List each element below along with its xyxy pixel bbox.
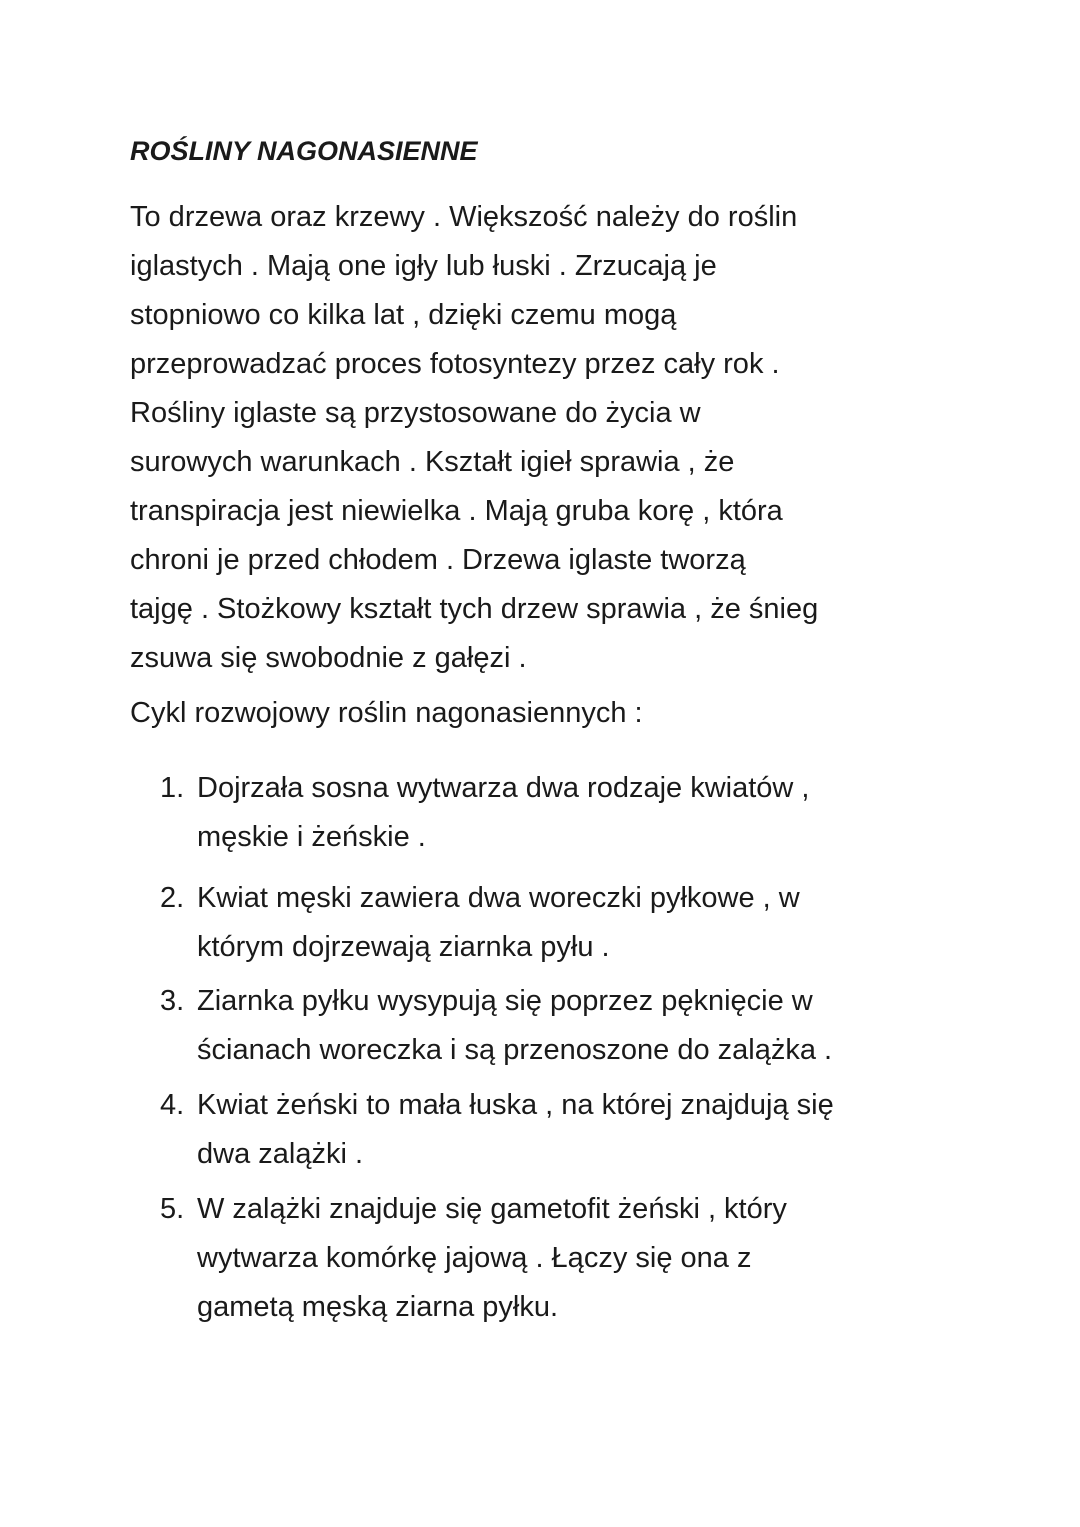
list-number: 4. — [160, 1089, 185, 1121]
list-line: W zalążki znajduje się gametofit żeński , który — [197, 1193, 787, 1225]
list-line: Dojrzała sosna wytwarza dwa rodzaje kwiatów , — [197, 772, 810, 804]
paragraph-line: zsuwa się swobodnie z gałęzi . — [130, 642, 527, 674]
list-number: 1. — [160, 772, 185, 804]
intro-paragraph — [130, 193, 818, 683]
list-number: 3. — [160, 985, 185, 1017]
list-item — [160, 1185, 787, 1332]
paragraph-line: transpiracja jest niewielka . Mają gruba korę , która — [130, 495, 783, 527]
list-line: ścianach woreczka i są przenoszone do zalążka . — [197, 1034, 833, 1066]
list-line: gametą męską ziarna pyłku. — [197, 1291, 559, 1323]
paragraph-line: stopniowo co kilka lat , dzięki czemu mogą — [130, 299, 677, 331]
document-title: ROŚLINY NAGONASIENNE — [130, 136, 478, 166]
subheading: Cykl rozwojowy roślin nagonasiennych : — [130, 697, 643, 729]
list-line: dwa zalążki . — [197, 1138, 364, 1170]
paragraph-line: Rośliny iglaste są przystosowane do życia w — [130, 397, 701, 429]
list-line: wytwarza komórkę jajową . Łączy się ona z — [197, 1242, 752, 1274]
paragraph-line: surowych warunkach . Kształt igieł sprawia , że — [130, 446, 735, 478]
list-item — [160, 764, 809, 862]
list-line: męskie i żeńskie . — [197, 821, 426, 853]
paragraph-line: tajgę . Stożkowy kształt tych drzew sprawia , że śnieg — [130, 593, 819, 625]
list-number: 2. — [160, 882, 185, 914]
list-item — [160, 977, 832, 1075]
paragraph-line: iglastych . Mają one igły lub łuski . Zrzucają je — [130, 250, 717, 282]
list-number: 5. — [160, 1193, 185, 1225]
list-line: którym dojrzewają ziarnka pyłu . — [197, 931, 610, 963]
list-line: Kwiat żeński to mała łuska , na której znajdują się — [197, 1089, 834, 1121]
list-item — [160, 874, 800, 972]
paragraph-line: chroni je przed chłodem . Drzewa iglaste tworzą — [130, 544, 746, 576]
paragraph-line: To drzewa oraz krzewy . Większość należy do roślin — [130, 201, 798, 233]
list-line: Kwiat męski zawiera dwa woreczki pyłkowe , w — [197, 882, 800, 914]
list-item — [160, 1081, 834, 1179]
list-line: Ziarnka pyłku wysypują się poprzez pęknięcie w — [197, 985, 813, 1017]
paragraph-line: przeprowadzać proces fotosyntezy przez cały rok . — [130, 348, 780, 380]
